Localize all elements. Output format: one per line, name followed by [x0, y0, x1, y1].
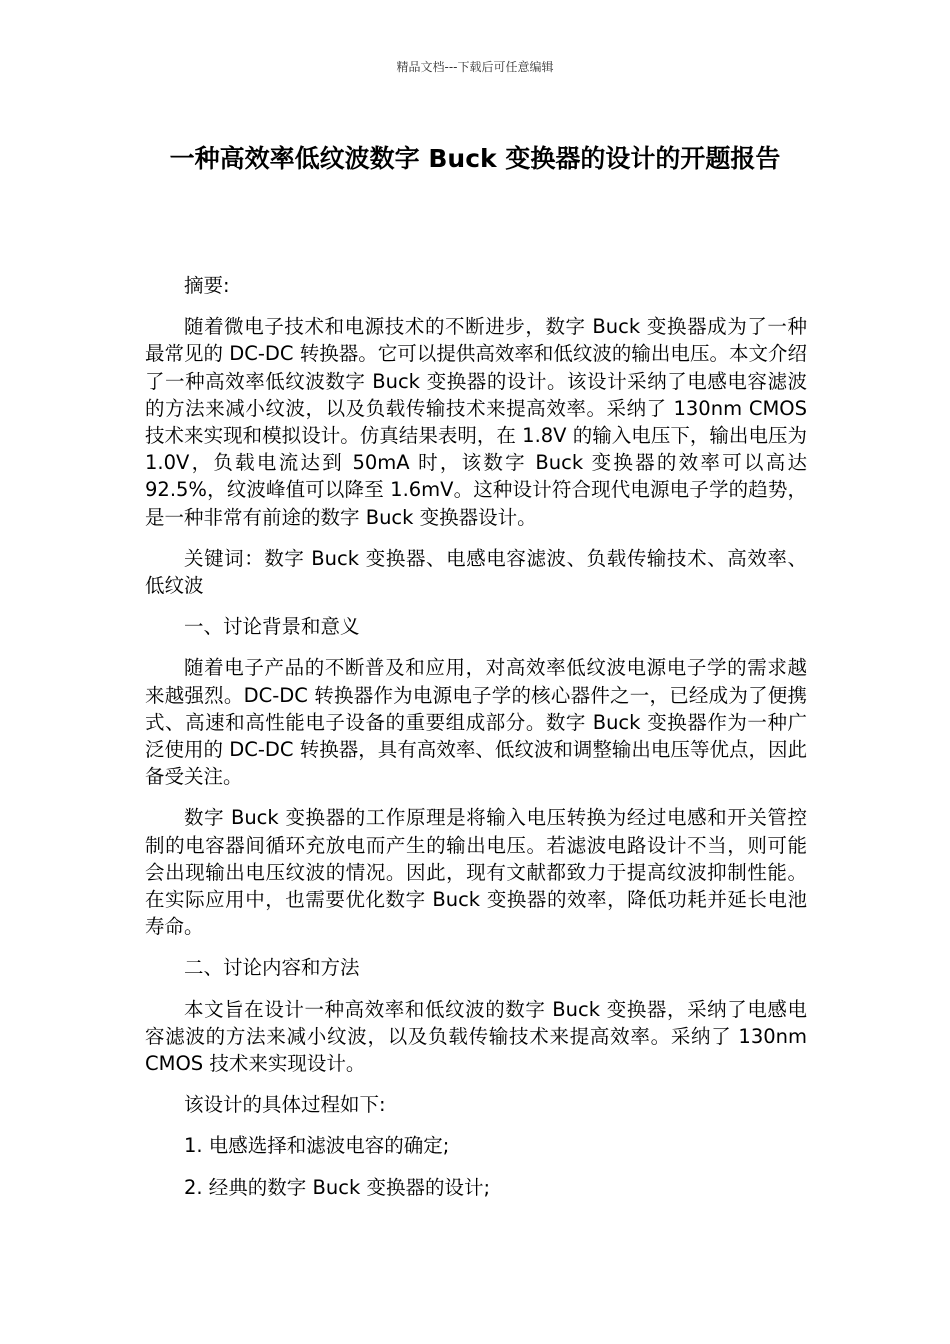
section-1-paragraph-2: 数字 Buck 变换器的工作原理是将输入电压转换为经过电感和开关管控制的电容器间循环充放电而产生的输出电压。若滤波电路设计不当，则可能会出现输出电压纹波的情况。因此，现有文献都致力于提高纹波抑制性能。在实际应用中，也需要优化数字 Buck 变换器的效率，降低功耗并延长电池寿命。: [145, 806, 807, 939]
section-1-heading: 一、讨论背景和意义: [184, 615, 360, 639]
section-1-paragraph-1: 随着电子产品的不断普及和应用，对高效率低纹波电源电子学的需求越来越强烈。DC-DC 转换器作为电源电子学的核心器件之一，已经成为了便携式、高速和高性能电子设备的重要组成部分。数字 Buck 变换器作为一种广泛使用的 DC-DC 转换器，具有高效率、低纹波和调整输出电压等优点，因此备受关注。: [145, 656, 807, 789]
abstract-paragraph: 随着微电子技术和电源技术的不断进步，数字 Buck 变换器成为了一种最常见的 DC-DC 转换器。它可以提供高效率和低纹波的输出电压。本文介绍了一种高效率低纹波数字 Buck 变换器的设计。该设计采纳了电感电容滤波的方法来减小纹波，以及负载传输技术来提高效率。采纳了 130nm CMOS 技术来实现和模拟设计。仿真结果表明，在 1.8V 的输入电压下，输出电压为 1.0V，负载电流达到 50mA 时，该数字 Buck 变换器的效率可以高达 92.5%，纹波峰值可以降至 1.6mV。这种设计符合现代电源电子学的趋势，是一种非常有前途的数字 Buck 变换器设计。: [145, 315, 807, 529]
document-body: [145, 272, 807, 1215]
process-step-1: 1. 电感选择和滤波电容的确定;: [184, 1134, 450, 1158]
section-2-paragraph-1: 本文旨在设计一种高效率和低纹波的数字 Buck 变换器，采纳了电感电容滤波的方法来减小纹波，以及负载传输技术来提高效率。采纳了 130nm CMOS 技术来实现设计。: [145, 997, 807, 1076]
process-intro: 该设计的具体过程如下:: [184, 1093, 386, 1117]
abstract-label: 摘要:: [184, 274, 230, 297]
header-note: 精品文档---下载后可任意编辑: [396, 60, 554, 74]
keywords-paragraph: 关键词：数字 Buck 变换器、电感电容滤波、负载传输技术、高效率、低纹波: [145, 546, 807, 598]
section-2-heading: 二、讨论内容和方法: [184, 956, 360, 980]
process-step-2: 2. 经典的数字 Buck 变换器的设计;: [184, 1175, 491, 1199]
document-title: 一种高效率低纹波数字 Buck 变换器的设计的开题报告: [169, 144, 781, 173]
